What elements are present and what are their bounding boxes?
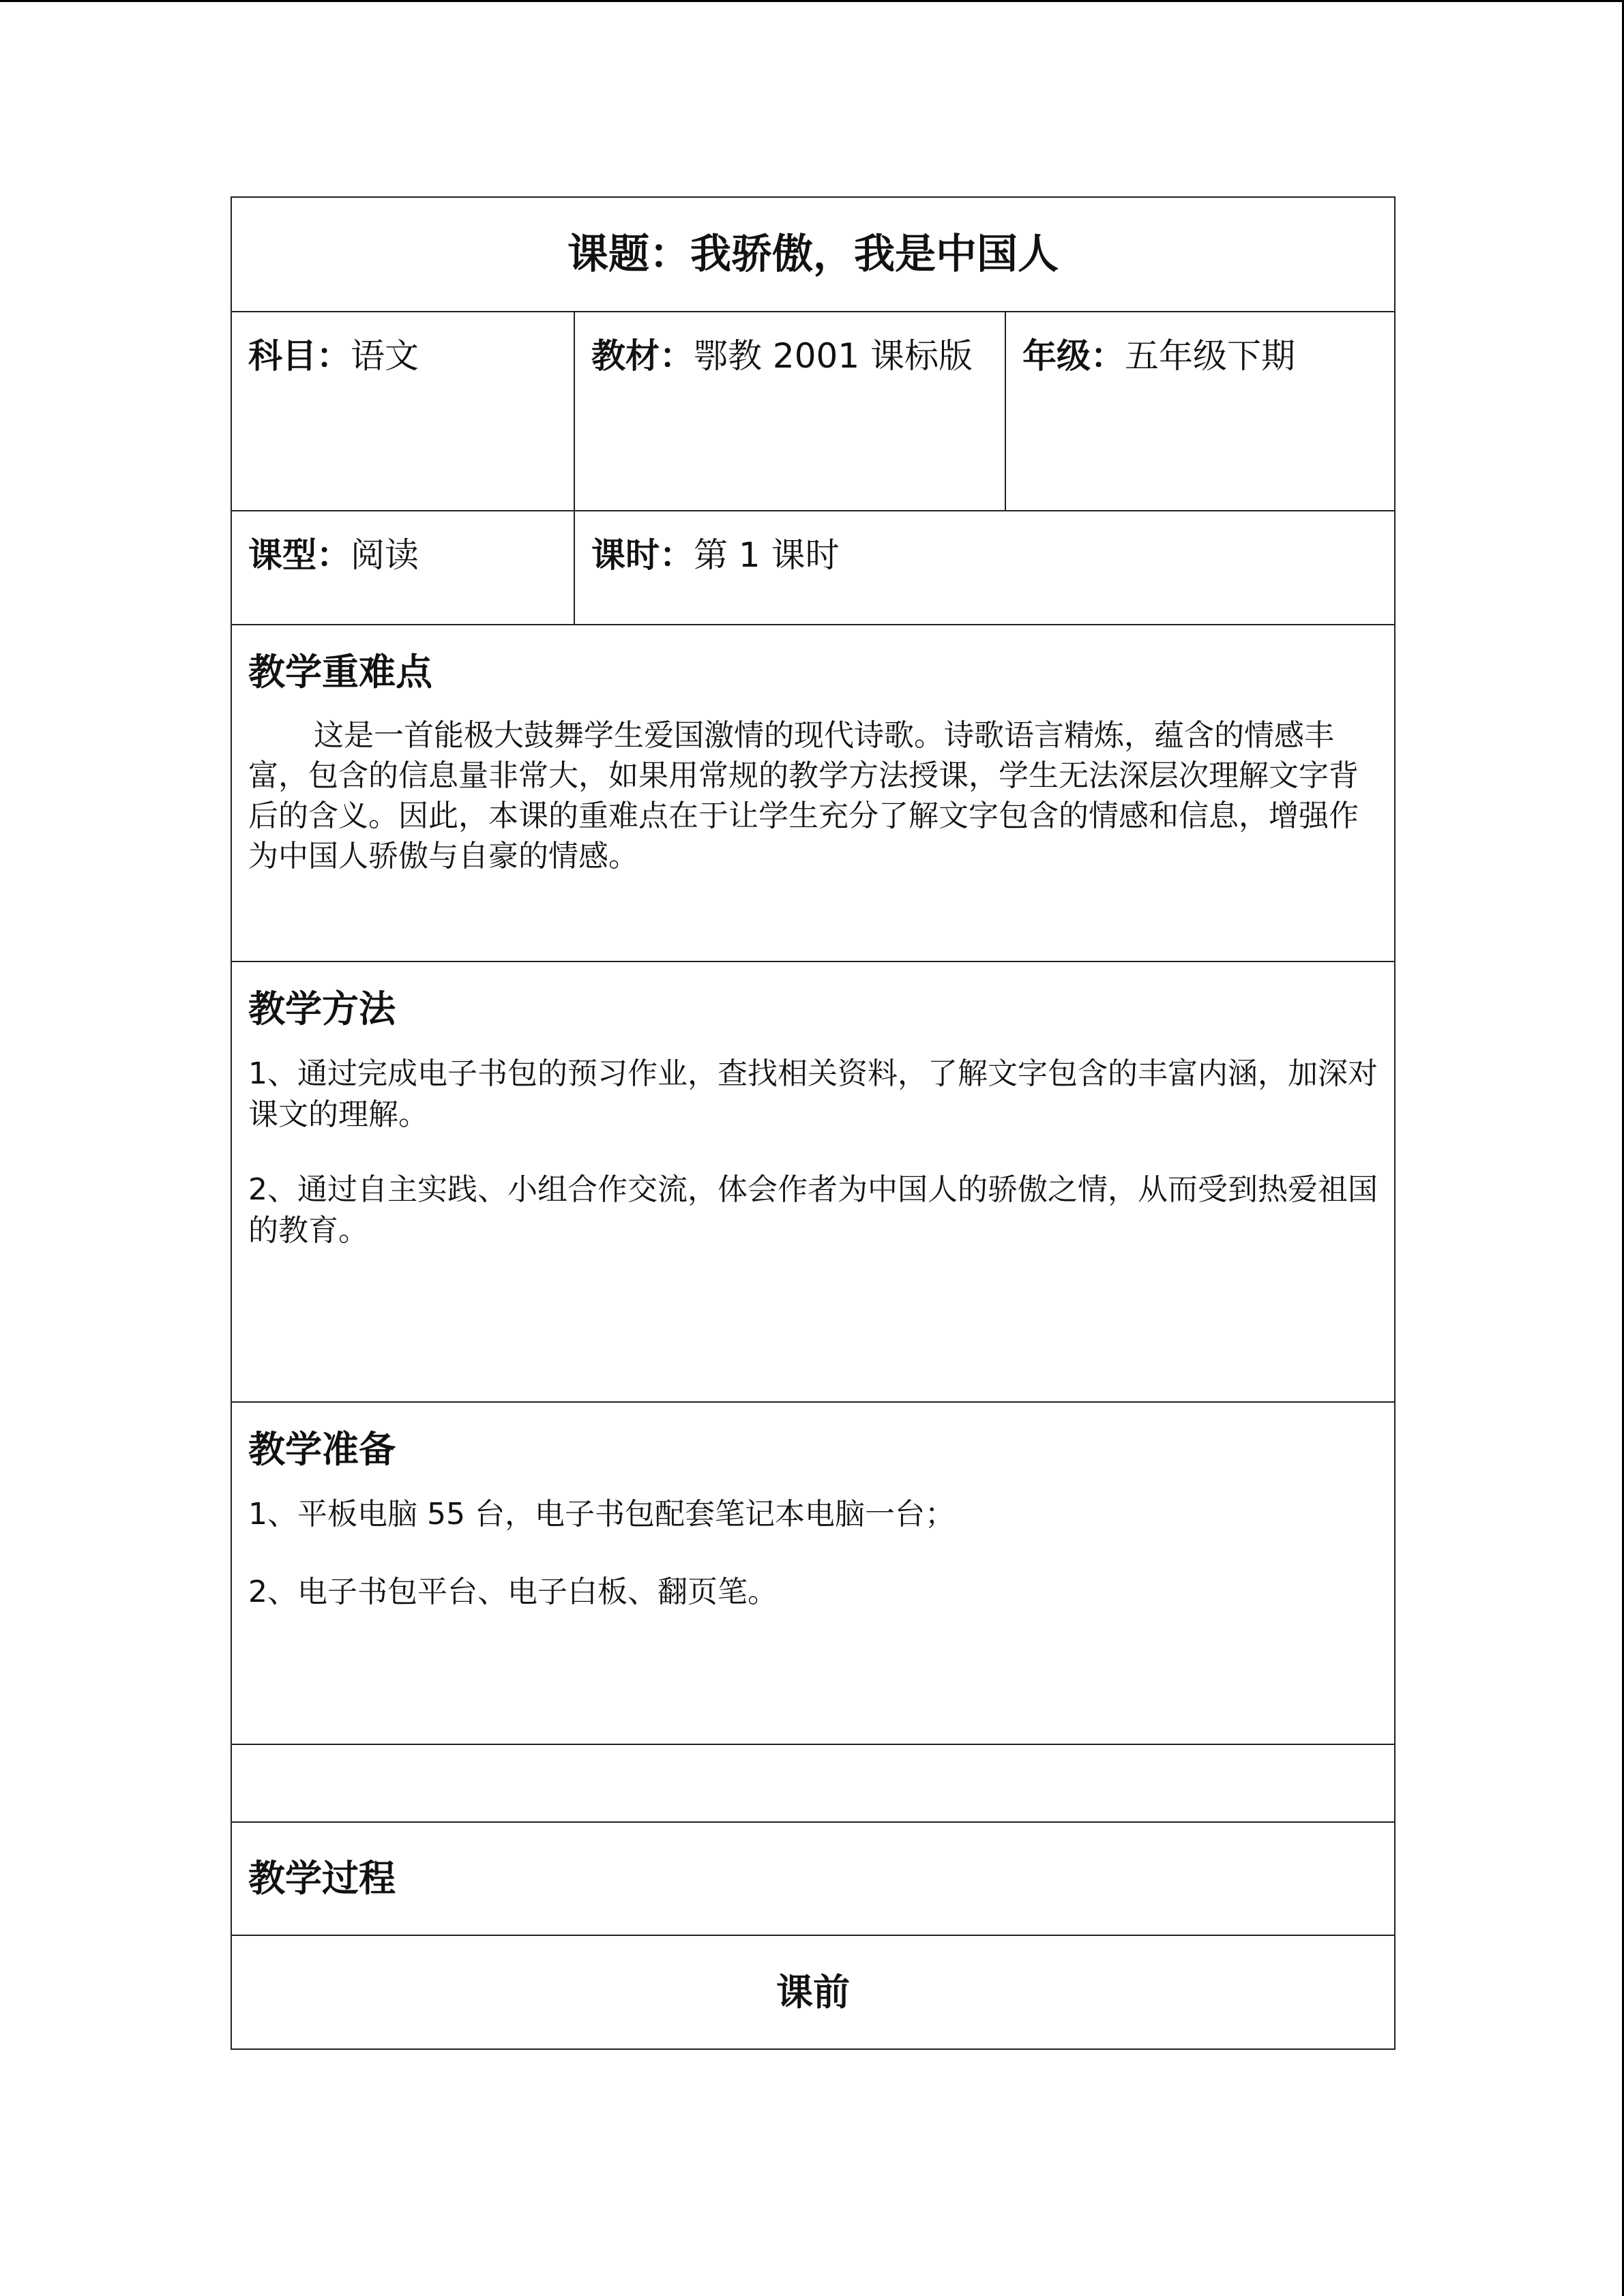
empty-row: [231, 1744, 1395, 1822]
grade-value: 五年级下期: [1125, 336, 1295, 376]
grade-cell: [1005, 312, 1395, 511]
preparation-item: 2、电子书包平台、电子白板、翻页笔。: [248, 1575, 778, 1609]
preparation-cell: [231, 1402, 1395, 1744]
textbook-label: 教材：: [591, 336, 694, 376]
process-cell: [231, 1822, 1395, 1935]
type-value: 阅读: [351, 535, 419, 575]
methods-cell: [231, 961, 1395, 1402]
textbook-value: 鄂教 2001 课标版: [694, 336, 973, 376]
preparation-item: 1、平板电脑 55 台，电子书包配套笔记本电脑一台；: [248, 1497, 955, 1532]
subject-label: 科目：: [248, 336, 351, 376]
empty-cell: [231, 1744, 1395, 1822]
key-points-row: [231, 625, 1395, 961]
lesson-title: 课题：我骄傲，我是中国人: [231, 197, 1395, 312]
type-cell: [231, 511, 574, 625]
process-row: [231, 1822, 1395, 1935]
title-row: [231, 197, 1395, 312]
key-points-heading: 教学重难点: [248, 651, 432, 694]
type-row: [231, 511, 1395, 625]
preparation-row: [231, 1402, 1395, 1744]
methods-row: [231, 961, 1395, 1402]
grade-label: 年级：: [1022, 336, 1125, 376]
page-top-border: [0, 0, 1624, 2]
process-heading: 教学过程: [248, 1857, 396, 1900]
period-label: 课时：: [591, 535, 694, 575]
preparation-heading: 教学准备: [248, 1428, 396, 1471]
method-item: 2、通过自主实践、小组合作交流，体会作者为中国人的骄傲之情，从而受到热爱祖国的教育。: [248, 1172, 1378, 1248]
method-item: 1、通过完成电子书包的预习作业，查找相关资料，了解文字包含的丰富内涵，加深对课文的理解。: [248, 1056, 1378, 1132]
period-cell: [574, 511, 1395, 625]
key-points-text: 这是一首能极大鼓舞学生爱国激情的现代诗歌。诗歌语言精炼，蕴含的情感丰富，包含的信息量非常大，如果用常规的教学方法授课，学生无法深层次理解文字背后的含义。因此，本课的重难点在于让学生充分了解文字包含的情感和信息，增强作为中国人骄傲与自豪的情感。: [248, 718, 1359, 874]
subject-cell: [231, 312, 574, 511]
info-row: [231, 312, 1395, 511]
subject-value: 语文: [351, 336, 419, 376]
textbook-cell: [574, 312, 1005, 511]
stage-row: [231, 1935, 1395, 2049]
stage-heading: 课前: [231, 1935, 1395, 2049]
period-value: 第 1 课时: [694, 535, 840, 575]
lesson-plan-table: [231, 196, 1396, 2050]
methods-heading: 教学方法: [248, 987, 396, 1030]
type-label: 课型：: [248, 535, 351, 575]
key-points-cell: [231, 625, 1395, 961]
